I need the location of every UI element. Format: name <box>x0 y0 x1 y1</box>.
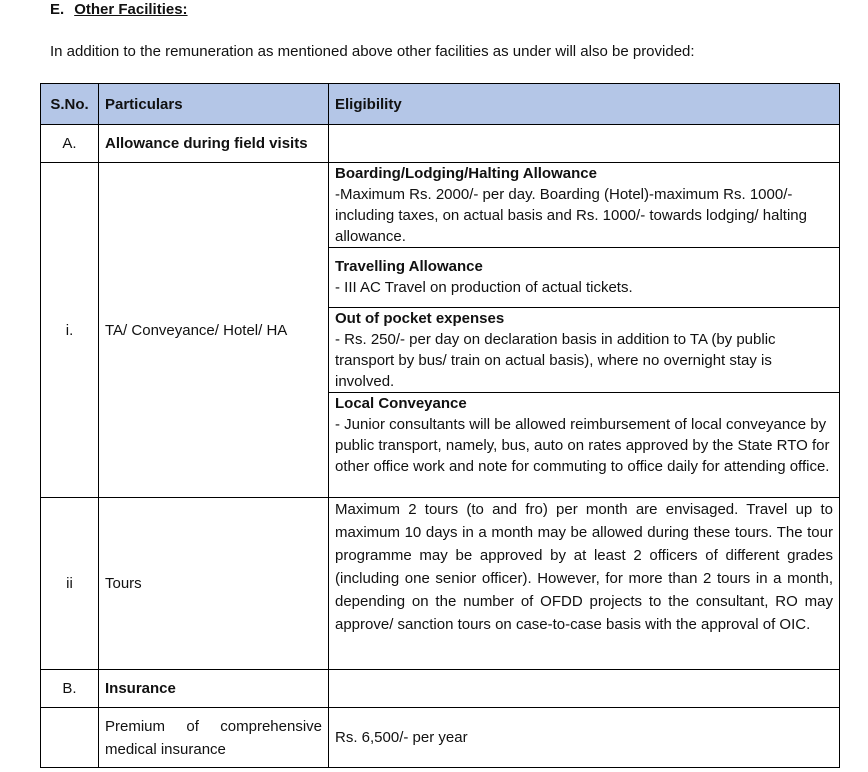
row-ii-particulars: Tours <box>99 498 329 670</box>
row-i-particulars: TA/ Conveyance/ Hotel/ HA <box>99 163 329 498</box>
pocket-text: - Rs. 250/- per day on declaration basis in addition to TA (by public transport by bus/ train on actual basis), where no overnight stay is involved. <box>335 331 776 390</box>
facilities-table <box>40 83 839 768</box>
row-i-eligibility <box>329 163 840 498</box>
table-row <box>41 498 840 670</box>
section-b-row <box>41 670 840 708</box>
section-letter: E. <box>50 1 65 18</box>
section-heading <box>50 0 188 20</box>
section-a-row <box>41 125 840 163</box>
boarding-title: Boarding/Lodging/Halting Allowance <box>335 165 597 182</box>
section-title: Other Facilities: <box>74 1 188 18</box>
header-particulars: Particulars <box>99 84 329 125</box>
section-a-title: Allowance during field visits <box>99 125 329 163</box>
insurance-particulars: Premium of comprehensive medical insurance <box>99 708 329 768</box>
row-i-sno: i. <box>41 163 99 498</box>
intro-paragraph: In addition to the remuneration as mentioned above other facilities as under will also be provided: <box>50 43 695 60</box>
table-row <box>41 163 840 498</box>
section-b-title: Insurance <box>99 670 329 708</box>
row-ii-sno: ii <box>41 498 99 670</box>
section-a-empty <box>329 125 840 163</box>
row-ii-eligibility: Maximum 2 tours (to and fro) per month are envisaged. Travel up to maximum 10 days in a month may be allowed during these tours. The tour programme may be approved by at least 2 officers of different grades (including one senior officer). However, for more than 2 tours in a month, depending on the number of OFDD projects to the consultant, RO may approve/ sanction tours on case-to-case basis with the approval of OIC. <box>329 498 840 670</box>
conveyance-text: - Junior consultants will be allowed reimbursement of local conveyance by public transport, namely, bus, auto on rates approved by the State RTO for other office work and note for commuting to office daily for attending office. <box>335 416 830 475</box>
table-row <box>41 708 840 768</box>
boarding-text: -Maximum Rs. 2000/- per day. Boarding (Hotel)-maximum Rs. 1000/- including taxes, on actual basis and Rs. 1000/- towards lodging/ halting allowance. <box>335 186 807 245</box>
travelling-title: Travelling Allowance <box>335 258 483 275</box>
travelling-text: - III AC Travel on production of actual tickets. <box>335 279 633 296</box>
section-a-sno: A. <box>41 125 99 163</box>
insurance-eligibility: Rs. 6,500/- per year <box>329 708 840 768</box>
header-eligibility: Eligibility <box>329 84 840 125</box>
section-b-empty <box>329 670 840 708</box>
pocket-title: Out of pocket expenses <box>335 310 505 327</box>
table-header-row <box>41 84 840 125</box>
header-sno: S.No. <box>41 84 99 125</box>
section-b-sno: B. <box>41 670 99 708</box>
insurance-sno-empty <box>41 708 99 768</box>
conveyance-title: Local Conveyance <box>335 395 467 412</box>
